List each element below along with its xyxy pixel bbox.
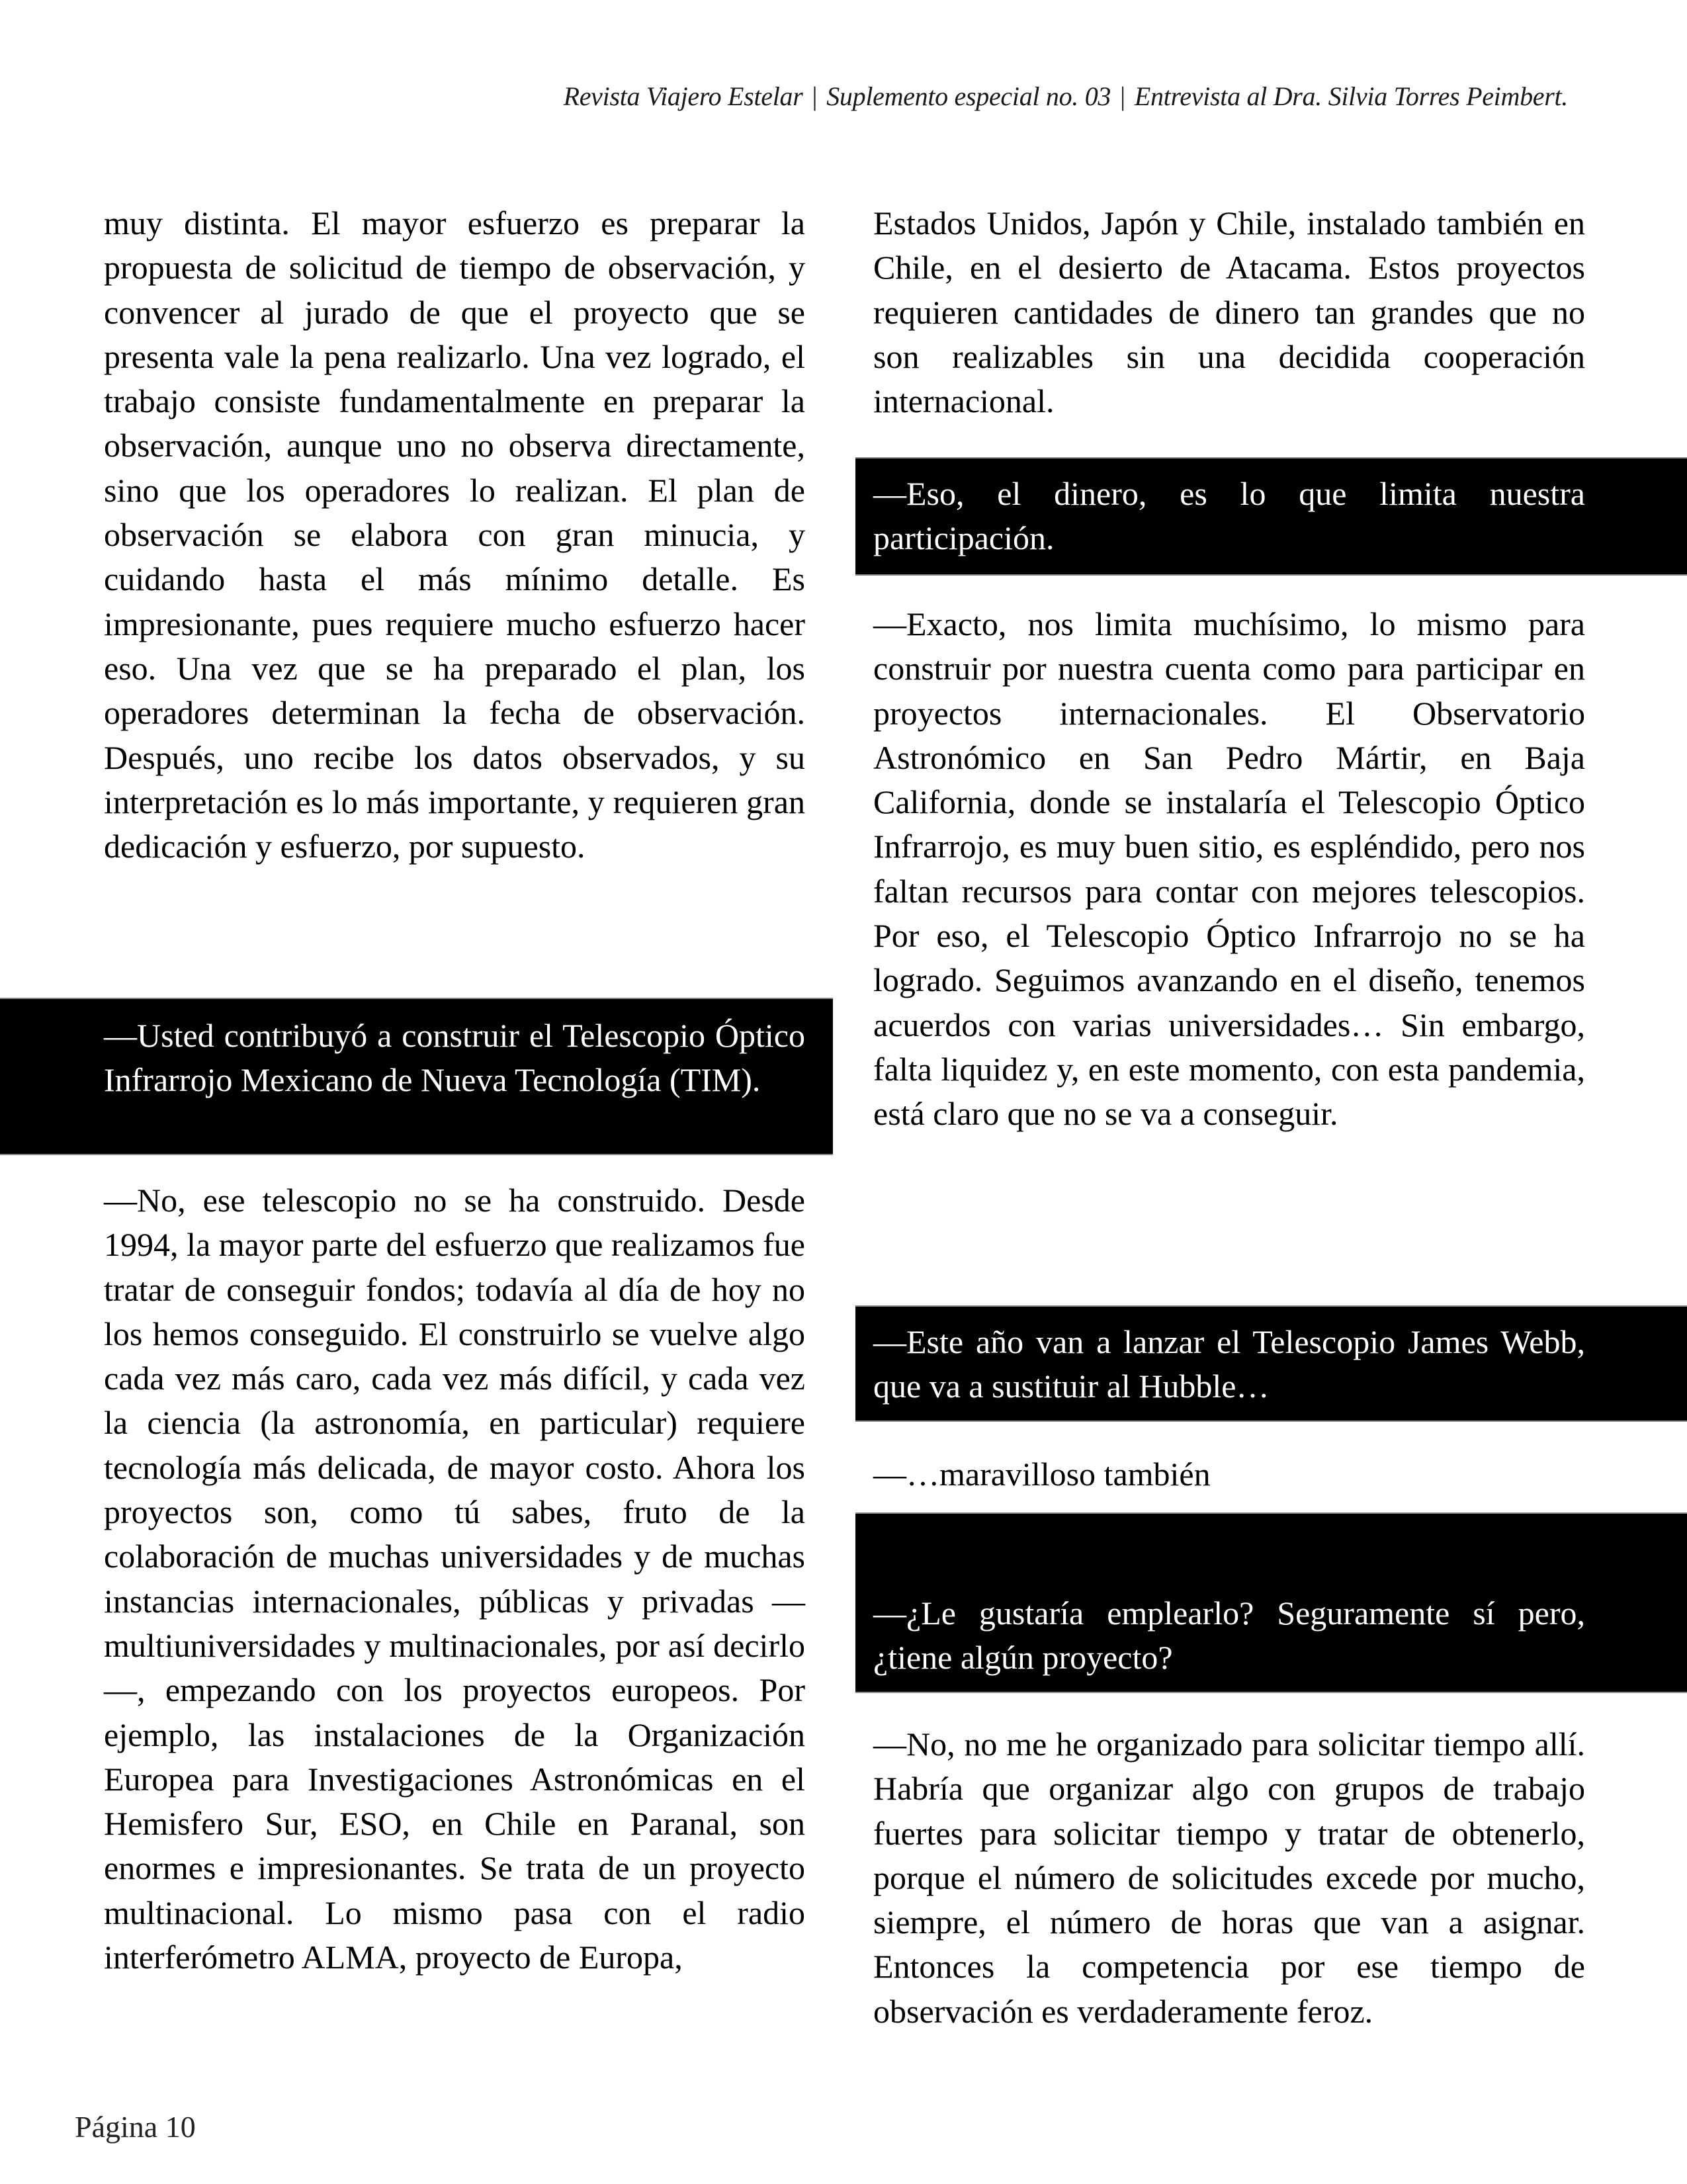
answer-paragraph: muy distinta. El mayor esfuerzo es preparar la propuesta de solicitud de tiempo de observación, y convencer al jurado de que el proyecto que se presenta vale la pena realizarlo. Una vez logrado, el trabajo consiste fundamentalmente en preparar la observación, aunque uno no observa directamente, sino que los operadores lo realizan. El plan de observación se elabora con gran minucia, y cuidando hasta el más mínimo detalle. Es impresionante, pues requiere mucho esfuerzo hacer eso. Una vez que se ha preparado el plan, los operadores determinan la fecha de observación. Después, uno recibe los datos observados, y su interpretación es lo más importante, y requieren gran dedicación y esfuerzo, por supuesto. [104, 204, 805, 865]
right-column [873, 201, 1585, 423]
question-box [0, 998, 833, 1155]
right-column-answer-4 [873, 1722, 1585, 2034]
question-box [855, 457, 1687, 576]
answer-paragraph: —No, ese telescopio no se ha construido. Desde 1994, la mayor parte del esfuerzo que realizamos fue tratar de conseguir fondos; todavía al día de hoy no los hemos conseguido. El construirlo se vuelve algo cada vez más caro, cada vez más difícil, y cada vez la ciencia (la astronomía, en particular) requiere tecnología más delicada, de mayor costo. Ahora los proyectos son, como tú sabes, fruto de la colaboración de muchas universidades y de muchas instancias internacionales, públicas y privadas —multiuniversidades y multinacionales, por así decirlo—, empezando con los proyectos europeos. Por ejemplo, las instalaciones de la Organización Europea para Investigaciones Astronómicas en el Hemisfero Sur, ESO, en Chile en Paranal, son enormes e impresionantes. Se trata de un proyecto multinacional. Lo mismo pasa con el radio interferómetro ALMA, proyecto de Europa, [104, 1182, 805, 1976]
supplement-label: Suplemento especial no. 03 [826, 81, 1111, 111]
question-box [855, 1305, 1687, 1422]
question-box [855, 1512, 1687, 1693]
answer-paragraph: —No, no me he organizado para solicitar tiempo allí. Habría que organizar algo con grupos de trabajo fuertes para solicitar tiempo y tratar de obtenerlo, porque el número de solicitudes excede por mucho, siempre, el número de horas que van a asignar. Entonces la competencia por ese tiempo de observación es verdaderamente feroz. [873, 1725, 1585, 2030]
header-separator: | [1120, 81, 1125, 111]
question-text: —Eso, el dinero, es lo que limita nuestra participación. [873, 475, 1585, 557]
right-column-answer-2 [873, 602, 1585, 1137]
left-column-lower [104, 1178, 805, 1980]
page-number: Página 10 [75, 2110, 196, 2144]
question-text: —Este año van a lanzar el Telescopio James Webb, que va a sustituir al Hubble… [873, 1323, 1585, 1405]
answer-paragraph: Estados Unidos, Japón y Chile, instalado también en Chile, en el desierto de Atacama. Estos proyectos requieren cantidades de dinero tan grandes que no son realizables sin una decidida cooperación internacional. [873, 204, 1585, 420]
question-text: —Usted contribuyó a construir el Telescopio Óptico Infrarrojo Mexicano de Nueva Tecnología (TIM). [104, 1017, 805, 1099]
interview-title: Entrevista al Dra. Silvia Torres Peimbert. [1134, 81, 1568, 111]
left-column [104, 201, 805, 869]
running-header [564, 81, 1568, 112]
magazine-title: Revista Viajero Estelar [563, 81, 803, 111]
answer-paragraph: —Exacto, nos limita muchísimo, lo mismo para construir por nuestra cuenta como para participar en proyectos internacionales. El Observatorio Astronómico en San Pedro Mártir, en Baja California, donde se instalaría el Telescopio Óptico Infrarrojo, es muy buen sitio, es espléndido, pero nos faltan recursos para contar con mejores telescopios. Por eso, el Telescopio Óptico Infrarrojo no se ha logrado. Seguimos avanzando en el diseño, tenemos acuerdos con varias universidades… Sin embargo, falta liquidez y, en este momento, con esta pandemia, está claro que no se va a conseguir. [873, 605, 1585, 1133]
question-text: —¿Le gustaría emplearlo? Seguramente sí pero, ¿tiene algún proyecto? [873, 1594, 1585, 1677]
header-separator: | [812, 81, 818, 111]
right-column-answer-3 [873, 1452, 1585, 1497]
answer-paragraph: —…maravilloso también [873, 1456, 1211, 1493]
